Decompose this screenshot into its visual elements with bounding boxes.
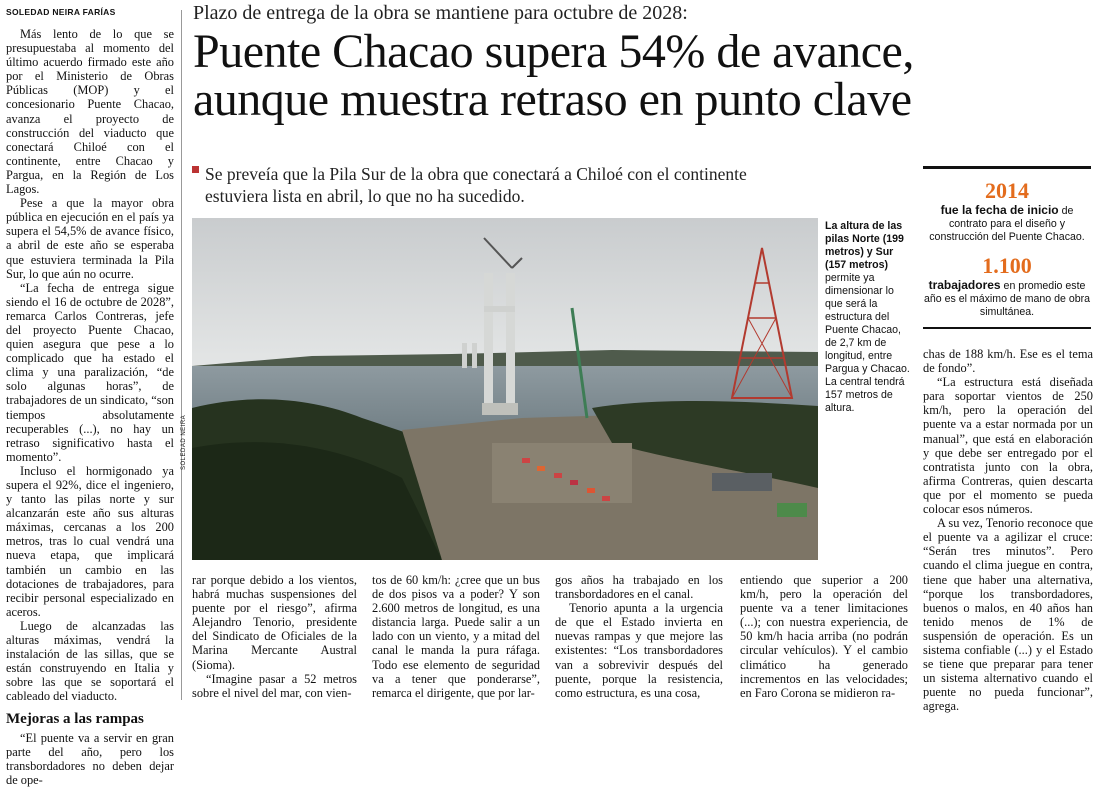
- kicker: Plazo de entrega de la obra se mantiene para octubre de 2028:: [193, 2, 688, 24]
- paragraph: tos de 60 km/h: ¿cree que un bus de dos pisos va a poder? Y son 2.600 metros de longitud, es una distancia larga. Puede salir a un lado con un viento, y a mitad del canal le manda la pura ráfaga. Todo ese elemento de seguridad va a tener que ponderarse”, remarca el dirigente, que por lar-: [372, 573, 540, 700]
- bridge-construction-photo: [192, 218, 818, 560]
- paragraph: gos años ha trabajado en los transbordadores en el canal.: [555, 573, 723, 602]
- photo-credit: SOLEDAD NEIRA: [181, 414, 187, 470]
- fact-bold: trabajadores: [928, 278, 1001, 292]
- paragraph: rar porque debido a los vientos, habrá muchas suspensiones del puente por el riesgo”, afirma Alejandro Tenorio, presidente del Sindicato de Oficiales de la Marina Mercante Austral (Sioma).: [192, 573, 357, 672]
- paragraph: Luego de alcanzadas las alturas máximas, vendrá la instalación de las sillas, que se están construyendo en Italia y sobre las que se soportará el cableado del viaducto.: [6, 618, 174, 704]
- paragraph: Incluso el hormigonado ya supera el 92%, dice el ingeniero, y tanto las pilas norte y sur alcanzarán este año sus alturas máximas, cercanas a los 200 metros, tras lo cual vendrá una nueva etapa, que implicará también un cambio en las dotaciones de trabajadores, para recibir personal especializado en aceros.: [6, 463, 174, 619]
- headline-line-1: Puente Chacao supera 54% de avance,: [193, 25, 914, 78]
- fact-bold: fue la fecha de inicio: [940, 203, 1059, 217]
- paragraph: “El puente va a servir en gran parte del año, pero los transbordadores no deben dejar de ope-: [6, 730, 174, 787]
- article-column-5: [740, 573, 908, 700]
- section-subhead: Mejoras a las rampas: [6, 710, 144, 727]
- deck-bullet: [192, 166, 199, 173]
- deck: Se preveía que la Pila Sur de la obra que conectará a Chiloé con el continente estuviera lista en abril, lo que no ha sucedido.: [205, 164, 747, 206]
- paragraph: A su vez, Tenorio reconoce que el puente va a agilizar el cruce: “Serán tres minutos”. Pero cuando el clima juegue en contra, tiene que haber una alternativa, “porque los transbordadores, buenos o malos, en 40 años han tenido menos de 1% de suspensión de operación. Es un sistema confiable (...) y el Estado se tiene que preparar para tener un sistema alternativo cuando el puente no pueda funcionar”, agrega.: [923, 516, 1093, 714]
- caption-text: permite ya dimensionar lo que será la estructura del Puente Chacao, de 2,7 km de longitud, entre Pargua y Chacao. La central tendrá 157 metros de altura.: [825, 272, 910, 414]
- article-column-1: [6, 27, 174, 787]
- headline: [193, 25, 1098, 126]
- column-divider: [181, 10, 182, 700]
- fact-number: 2014: [985, 178, 1029, 203]
- fact-text: [923, 204, 1091, 244]
- fact-box: [923, 166, 1091, 329]
- byline: SOLEDAD NEIRA FARÍAS: [6, 7, 116, 17]
- fact-detail: de contrato para el diseño y construcción del Puente Chacao.: [929, 205, 1085, 243]
- paragraph: “La fecha de entrega sigue siendo el 16 de octubre de 2028”, remarca Carlos Contreras, jefe del proyecto Puente Chacao, quien asegura que pese a lo complicado que ha estado el clima y una paralización, “de solo algunas horas”, de trabajadores de un sindicato, “son tiempos absolutamente recuperables (...), no hay un retraso significativo hasta el momento”.: [6, 280, 174, 464]
- fact-text: [923, 279, 1091, 319]
- article-column-6: [923, 347, 1093, 713]
- photo-illustration: [192, 218, 818, 560]
- headline-line-2: aunque muestra retraso en punto clave: [193, 73, 912, 126]
- fact-detail: en promedio este año es el máximo de mano de obra simultánea.: [923, 280, 1091, 318]
- fact-number: 1.100: [982, 253, 1032, 278]
- photo-caption: [825, 220, 911, 415]
- paragraph: Tenorio apunta a la urgencia de que el Estado invierta en nuevas rampas y que mejore las existentes: “Los transbordadores van a sobrevivir después del puente, porque la resistencia, como estructura, es una cosa,: [555, 601, 723, 700]
- article-column-3: [372, 573, 540, 700]
- paragraph: chas de 188 km/h. Ese es el tema de fondo”.: [923, 347, 1093, 376]
- article-column-2: [192, 573, 357, 700]
- fact-box-rule: [923, 166, 1091, 169]
- paragraph: entiendo que superior a 200 km/h, pero la operación del puente va a tener limitaciones (...); con nuestra experiencia, de 50 km/h hacia arriba (no podrán circular vehículos). Y el cambio climático ha generado incrementos en las velocidades; en Faro Corona se midieron ra-: [740, 573, 908, 700]
- paragraph: “La estructura está diseñada para soportar vientos de 250 km/h, pero la operación del puente va a estar normada por un manual”, que está en elaboración y que debe ser entregado por el contratista junto con la obra, afirma Contreras, quien descarta que por el momento se pueda colocar esos números.: [923, 375, 1093, 517]
- paragraph: Más lento de lo que se presupuestaba al momento del último acuerdo firmado este año por el Ministerio de Obras Públicas (MOP) y el concesionario Puente Chacao, avanza el proyecto de construcción del viaducto que conectará Chiloé con el continente, entre Chacao y Pargua, en la Región de Los Lagos.: [6, 27, 174, 197]
- article-column-4: [555, 573, 723, 700]
- paragraph: Pese a que la mayor obra pública en ejecución en el país ya supera el 54,5% de avance físico, a abril de este año se esperaba que estuviera terminada la Pila Sur, lo que aún no ocurre.: [6, 196, 174, 281]
- paragraph: “Imagine pasar a 52 metros sobre el nivel del mar, con vien-: [192, 671, 357, 700]
- fact-box-rule: [923, 327, 1091, 329]
- caption-bold: La altura de las pilas Norte (199 metros) y Sur (157 metros): [825, 220, 904, 271]
